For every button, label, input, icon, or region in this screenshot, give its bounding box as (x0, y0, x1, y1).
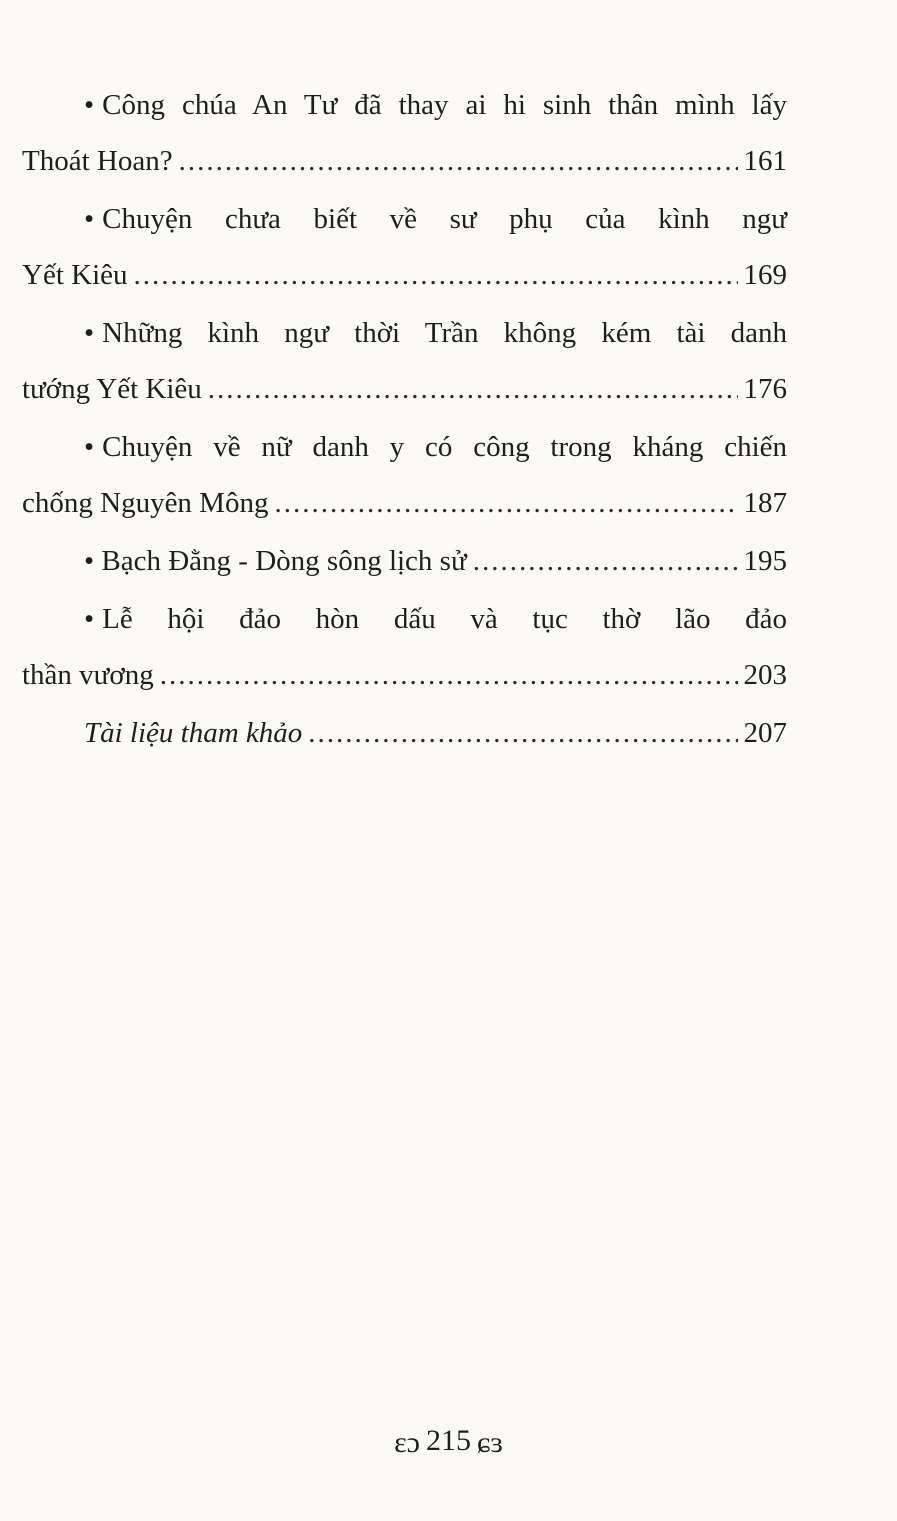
toc-entry (22, 534, 787, 588)
dot-leader (160, 648, 738, 702)
toc-entry-page-number: 176 (743, 373, 787, 405)
dot-leader (308, 706, 737, 760)
toc-entry (22, 192, 787, 302)
bullet-icon: • (84, 545, 95, 577)
toc-entry-page-number: 169 (743, 259, 787, 291)
toc-entry-page-number: 161 (743, 145, 787, 177)
toc-entry-title: Lễ hội đảo hòn dấu và tục thờ lão đảo (102, 603, 787, 635)
dot-leader (208, 362, 738, 416)
toc-entry-title-text: Bạch Đằng - Dòng sông lịch sử (101, 545, 467, 577)
dot-leader (134, 248, 738, 302)
toc-entry-references (22, 706, 787, 760)
toc-entry-single-line (22, 534, 787, 588)
toc-entry (22, 420, 787, 530)
toc-entry-title-continued: Yết Kiêu (22, 259, 128, 291)
toc-entry-second-line (22, 134, 787, 188)
toc-entry-page-number: 207 (743, 717, 787, 749)
toc-entry-title: Những kình ngư thời Trần không kém tài danh (102, 317, 787, 349)
ornament-right-icon: ɕɜ (477, 1426, 503, 1460)
toc-entry (22, 592, 787, 702)
toc-entry-title-continued: Thoát Hoan? (22, 145, 173, 177)
toc-entry-first-line (22, 78, 787, 132)
toc-entry (22, 78, 787, 188)
toc-entry-title: Công chúa An Tư đã thay ai hi sinh thân mình lấy (102, 89, 787, 121)
toc-entry-first-line (22, 420, 787, 474)
ornament-left-icon: ɛɔ (394, 1426, 420, 1460)
toc-entry-title-continued: tướng Yết Kiêu (22, 373, 202, 405)
bullet-icon: • (84, 317, 95, 349)
toc-entry-second-line (22, 362, 787, 416)
bullet-icon: • (84, 203, 95, 235)
toc-entry-second-line (22, 476, 787, 530)
toc-entry-title: Chuyện chưa biết về sư phụ của kình ngư (102, 203, 787, 235)
bullet-icon: • (84, 89, 95, 121)
dot-leader (473, 534, 738, 588)
bullet-icon: • (84, 431, 95, 463)
bullet-icon: • (84, 603, 95, 635)
dot-leader (274, 476, 737, 530)
toc-entry-title-continued: chống Nguyên Mông (22, 487, 269, 519)
toc-entry-page-number: 195 (743, 545, 787, 577)
toc-entry-page-number: 203 (743, 659, 787, 691)
toc-entry-second-line (22, 248, 787, 302)
toc-entry-first-line (22, 306, 787, 360)
page-footer (0, 1424, 897, 1460)
toc-entry-title: Chuyện về nữ danh y có công trong kháng chiến (102, 431, 787, 463)
toc-entry (22, 306, 787, 416)
toc-entry-first-line (22, 192, 787, 246)
dot-leader (179, 134, 738, 188)
toc-entry-page-number: 187 (743, 487, 787, 519)
toc-entry-title: Tài liệu tham khảo (84, 717, 303, 749)
toc-entry-second-line (22, 648, 787, 702)
table-of-contents (22, 78, 787, 760)
toc-entry-title (84, 534, 467, 588)
toc-entry-single-line (22, 706, 787, 760)
toc-entry-title-continued: thần vương (22, 659, 154, 691)
page-number: 215 (426, 1424, 471, 1457)
toc-entry-first-line (22, 592, 787, 646)
